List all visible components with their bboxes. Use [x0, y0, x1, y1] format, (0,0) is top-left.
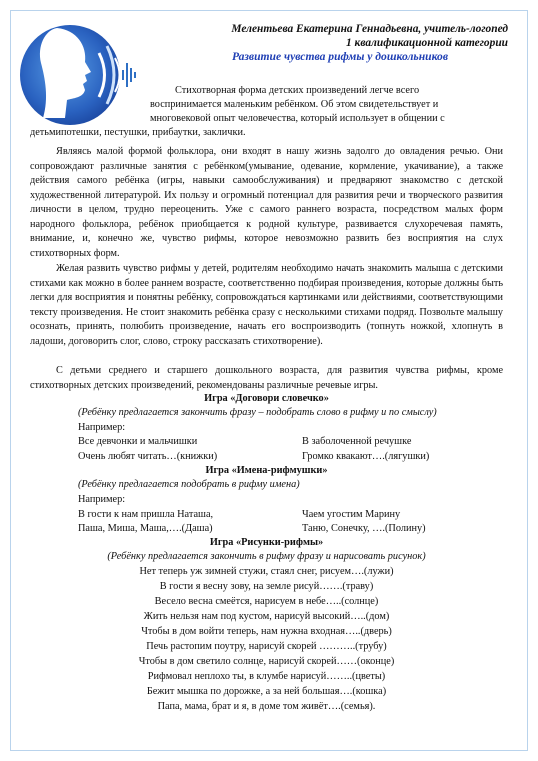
intro-line-1: Стихотворная форма детских произведений легче всего	[175, 85, 420, 96]
game2-left-line-2: Паша, Миша, Маша,….(Даша)	[78, 523, 213, 534]
rhyme-line: Весело весна смеётся, нарисуем в небе…..(солнце)	[154, 596, 379, 607]
game2-right-line-1: Чаем угостим Марину	[302, 509, 401, 520]
game3-title: Игра «Рисунки-рифмы»	[209, 537, 324, 548]
rhyme-line: В гости я весну зову, на земле рисуй…….(траву)	[159, 581, 374, 592]
game1-right-line-1: В заболоченной речушке	[302, 436, 412, 447]
rhyme-line: Нет теперь уж зимней стужи, стаял снег, рисуем….(лужи)	[139, 566, 394, 577]
rhyme-line: Чтобы в дом светило солнце, нарисуй скорей……(оконце)	[138, 656, 395, 667]
game1-left-line-2: Очень любят читать…(книжки)	[78, 451, 218, 462]
speech-therapy-logo	[15, 18, 140, 133]
paragraph-advice: Желая развить чувство рифмы у детей, родителям необходимо начать знакомить малыша с детскими стихами как можно в более раннем возрасте, соответственно подбирая произведения, которые должны быть легки для восприятия и понятны ребёнку, сопровождаться картинками или действиями, соответствующими тексту произведения. Не стоит знакомить ребёнка сразу с несколькими стихами подряд. Позвольте малышу осознать, принять, полюбить произведение, начать его воспроизводить (топнуть ножкой, хлопнуть в ладоши, договорить слог, слово, строку рассказать стихотворение).	[30, 263, 504, 347]
rhyme-line: Жить нельзя нам под кустом, нарисуй высокий…..(дом)	[143, 611, 390, 622]
rhyme-line: Бежит мышка по дорожке, а за ней большая….(кошка)	[146, 686, 387, 697]
author-line: Мелентьева Екатерина Геннадьевна, учитель-логопед	[231, 23, 508, 35]
paragraph-folklore: Являясь малой формой фольклора, они входят в нашу жизнь задолго до овладения речью. Они сопровождают различные занятия с ребёнком(умывание, одевание, кормление, укачивание), а также действия самого ребёнка (игры, навыки самообслуживания) и предваряют знакомство с детской художественной литературой. Их пользу и огромный потенциал для развития речи и творческого развития личности в целом, трудно переоценить. Уже с самого раннего возраста, посредством малых форм народного фольклора, ребёнок приобщается к родной культуре, развивается слухоречевая память, внимание, и, конечно же, чувство рифмы, которое невозможно развить без восприятия на слух стихотворных форм.	[30, 146, 503, 259]
intro-line-4: детьмипотешки, пестушки, прибаутки, заклички.	[30, 127, 246, 138]
game2-left-line-1: В гости к нам пришла Наташа,	[78, 509, 214, 520]
game3-instruction: (Ребёнку предлагается закончить в рифму фразу и нарисовать рисунок)	[107, 551, 426, 562]
rhyme-line: Папа, мама, брат и я, в доме том живёт….(семья).	[157, 701, 376, 712]
rhyme-line: Печь растопим поутру, нарисуй скорей ………..(трубу)	[146, 641, 387, 652]
game1-example-label: Например:	[78, 422, 126, 433]
rhyme-line: Рифмовал неплохо ты, в клумбе нарисуй……..(цветы)	[147, 671, 386, 682]
game2-example-label: Например:	[78, 494, 126, 505]
intro-line-3: многовековой опыт человечества, который использует в общении с	[150, 113, 445, 124]
game1-left-line-1: Все девчонки и мальчишки	[78, 436, 198, 447]
intro-line-2: воспринимается маленьким ребёнком. Об этом свидетельствует и	[150, 99, 439, 110]
game1-instruction: (Ребёнку предлагается закончить фразу – подобрать слово в рифму и по смыслу)	[78, 407, 437, 418]
category-line: 1 квалификационной категории	[346, 37, 508, 49]
page-title: Развитие чувства рифмы у дошкольников	[231, 50, 448, 63]
game2-title: Игра «Имена-рифмушки»	[205, 465, 328, 476]
game2-right-line-2: Таню, Сонечку, ….(Полину)	[302, 523, 426, 534]
rhyme-line: Чтобы в дом войти теперь, нам нужна входная…..(дверь)	[141, 626, 392, 637]
game2-instruction: (Ребёнку предлагается подобрать в рифму имена)	[78, 479, 300, 490]
paragraph-games-intro: С детьми среднего и старшего дошкольного возраста, для развития чувства рифмы, кроме стихотворных детских произведений, рекомендованы различные речевые игры.	[30, 365, 503, 391]
game1-right-line-2: Громко квакают….(лягушки)	[302, 451, 430, 462]
game1-title: Игра «Договори словечко»	[204, 393, 329, 404]
